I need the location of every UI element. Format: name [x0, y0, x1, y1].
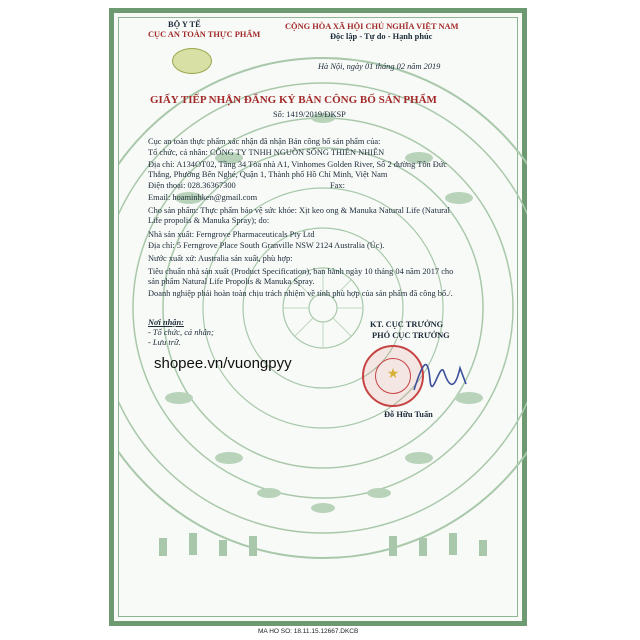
- shop-watermark-caption: shopee.vn/vuongpyy: [154, 355, 292, 372]
- body-line: Điện thoại: 028.36367300: [148, 181, 236, 190]
- dossier-code: MA HO SO: 18.11.15.12667.DKCB: [258, 628, 359, 635]
- ministry-name: BỘ Y TẾ: [168, 20, 201, 29]
- body-line: Nước xuất xứ: Australia sản xuất, phù hợp:: [148, 254, 293, 263]
- document-number: Số: 1419/2019/ĐKSP: [273, 110, 346, 119]
- recipient-item: - Tổ chức, cá nhân;: [148, 328, 214, 337]
- place-date: Hà Nội, ngày 01 tháng 02 năm 2019: [318, 62, 441, 71]
- ministry-emblem-icon: [172, 48, 212, 74]
- document-title: GIẤY TIẾP NHẬN ĐĂNG KÝ BẢN CÔNG BỐ SẢN PHẨM: [150, 94, 437, 106]
- recipient-item: - Lưu trữ.: [148, 338, 181, 347]
- body-line: Life propolis & Manuka Spray); do:: [148, 216, 270, 225]
- republic-heading: CỘNG HÒA XÃ HỘI CHỦ NGHĨA VIỆT NAM: [285, 22, 459, 31]
- seal-star-icon: ★: [386, 366, 400, 382]
- body-line: Địa chỉ: 5 Ferngrove Place South Granville NSW 2124 Australia (Úc).: [148, 241, 385, 250]
- signer-title: KT. CỤC TRƯỞNG: [370, 320, 444, 329]
- body-line: Email: hoaminhken@gmail.com: [148, 193, 258, 202]
- body-line: sản phẩm Natural Life Propolis & Manuka Spray.: [148, 277, 315, 286]
- body-line: Tiêu chuẩn nhà sản xuất (Product Specification), ban hành ngày 10 tháng 04 năm 2017 cho: [148, 267, 454, 276]
- department-name: CỤC AN TOÀN THỰC PHẨM: [148, 30, 261, 39]
- body-line: Fax:: [330, 181, 345, 190]
- signer-subtitle: PHÓ CỤC TRƯỞNG: [372, 331, 450, 340]
- recipients-heading: Nơi nhận:: [148, 318, 184, 327]
- body-line: Cho sản phẩm: Thực phẩm bảo vệ sức khỏe: Xịt keo ong & Manuka Natural Life (Natural: [148, 206, 450, 215]
- seal-inner-ring: [375, 358, 411, 394]
- body-line: Doanh nghiệp phải hoàn toàn chịu trách nhiệm về tính phù hợp của sản phẩm đã công bố./.: [148, 289, 453, 298]
- body-line: Nhà sản xuất: Ferngrove Pharmaceuticals Pty Ltd: [148, 230, 315, 239]
- body-line: Tổ chức, cá nhân: CÔNG TY TNHH NGUỒN SỐNG THIÊN NHIÊN: [148, 148, 385, 157]
- signer-name: Đỗ Hữu Tuấn: [384, 410, 433, 419]
- body-line: Địa chỉ: A134OT02, Tầng 34 Tòa nhà A1, Vinhomes Golden River, Số 2 đường Tôn Đức: [148, 160, 448, 169]
- body-line: Thắng, Phường Bến Nghé, Quận 1, Thành phố Hồ Chí Minh, Việt Nam: [148, 170, 388, 179]
- body-line: Cục an toàn thực phẩm xác nhận đã nhận Bản công bố sản phẩm của:: [148, 137, 381, 146]
- motto: Độc lập - Tự do - Hạnh phúc: [330, 32, 433, 41]
- signature-scribble-icon: [410, 350, 470, 400]
